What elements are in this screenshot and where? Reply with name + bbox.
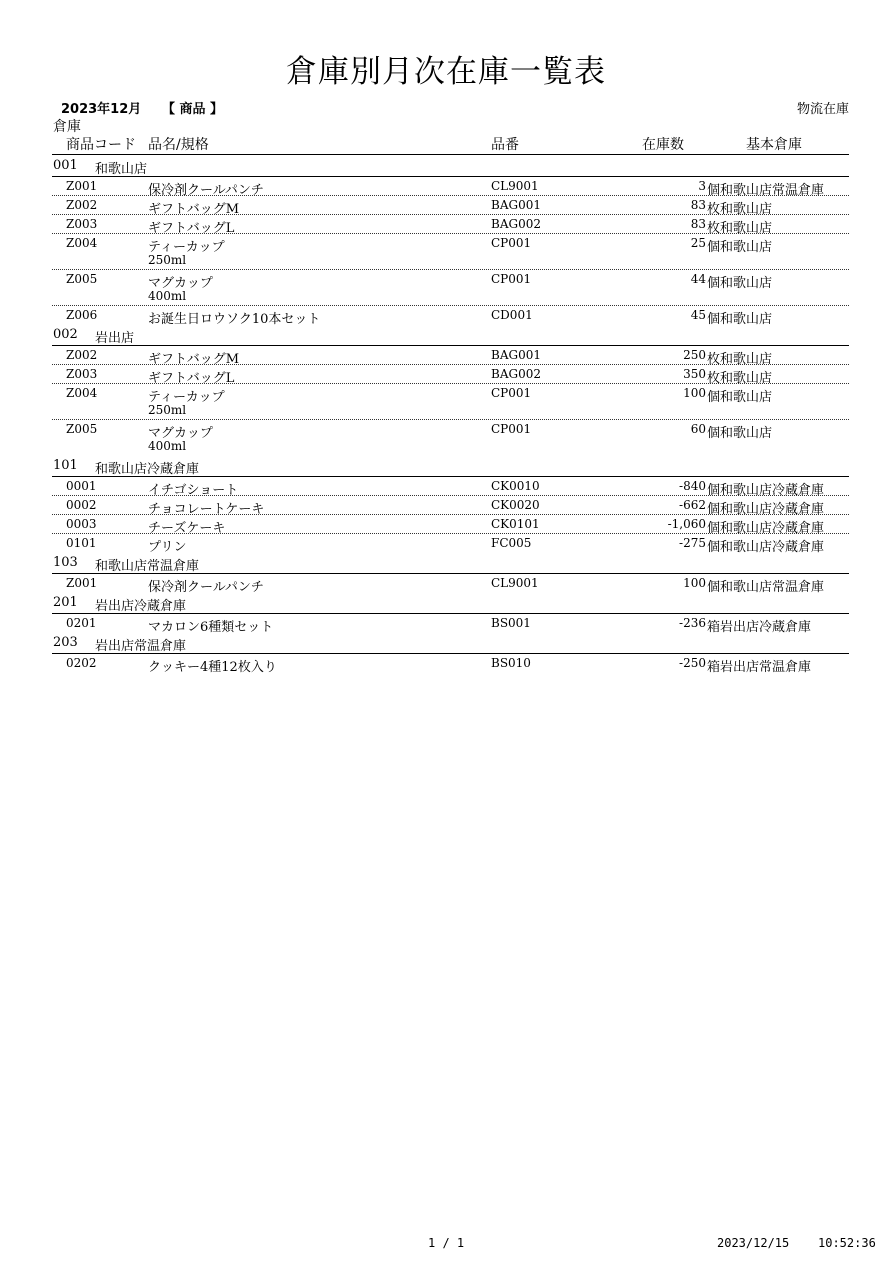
print-date: 2023/12/15 xyxy=(717,1236,790,1250)
table-row xyxy=(52,477,849,496)
col-qty: 在庫数 xyxy=(642,137,684,153)
product-name: ティーカップ xyxy=(148,390,225,405)
warehouse-group xyxy=(52,324,849,455)
warehouse-code: 001 xyxy=(53,158,78,173)
product-name: チーズケーキ xyxy=(148,521,226,536)
period-label: 2023年12月 xyxy=(61,102,142,117)
warehouse-group xyxy=(52,155,849,327)
stock-qty: 60 xyxy=(690,422,706,436)
stock-qty: 44 xyxy=(690,272,706,286)
part-number: CP001 xyxy=(491,236,532,250)
stock-qty: 100 xyxy=(683,576,706,590)
warehouse-group xyxy=(52,455,849,555)
warehouse-code: 201 xyxy=(53,595,78,610)
product-code: 0001 xyxy=(66,479,97,493)
product-code: 0002 xyxy=(66,498,97,512)
product-code: Z003 xyxy=(66,217,98,231)
table-row xyxy=(52,234,849,270)
stock-unit: 個 xyxy=(707,540,721,555)
base-warehouse: 和歌山店冷蔵倉庫 xyxy=(720,483,825,498)
base-warehouse: 和歌山店 xyxy=(720,390,773,405)
stock-unit: 個 xyxy=(707,183,721,198)
product-code: 0202 xyxy=(66,656,97,670)
warehouse-header xyxy=(52,592,849,614)
stock-unit: 個 xyxy=(707,521,721,536)
stock-qty: 25 xyxy=(690,236,706,250)
product-code: Z001 xyxy=(66,576,98,590)
base-warehouse: 和歌山店 xyxy=(720,352,773,367)
category-label: 【 商品 】 xyxy=(162,102,224,117)
stock-unit: 個 xyxy=(707,390,721,405)
col-warehouse: 倉庫 xyxy=(53,119,81,135)
base-warehouse: 和歌山店冷蔵倉庫 xyxy=(720,502,825,517)
product-code: Z006 xyxy=(66,308,98,322)
stock-unit: 個 xyxy=(707,312,721,327)
product-name: ギフトバッグL xyxy=(148,371,235,386)
page-title: 倉庫別月次在庫一覧表 xyxy=(286,54,606,90)
col-name-spec: 品名/規格 xyxy=(148,137,209,153)
product-code: Z002 xyxy=(66,348,98,362)
table-row xyxy=(52,270,849,306)
table-row xyxy=(52,534,849,555)
product-name: 保冷剤クールパンチ xyxy=(148,183,264,198)
col-part-no: 品番 xyxy=(491,137,519,153)
warehouse-name: 和歌山店 xyxy=(95,162,148,177)
table-row xyxy=(52,496,849,515)
base-warehouse: 和歌山店冷蔵倉庫 xyxy=(720,521,825,536)
warehouse-code: 101 xyxy=(53,458,78,473)
table-row xyxy=(52,215,849,234)
product-code: 0101 xyxy=(66,536,97,550)
product-name: クッキー4種12枚入り xyxy=(148,660,277,675)
product-name: ギフトバッグM xyxy=(148,202,240,217)
base-warehouse: 和歌山店 xyxy=(720,276,773,291)
stock-unit: 枚 xyxy=(707,221,721,236)
page-number: 1 / 1 xyxy=(428,1236,465,1250)
stock-unit: 箱 xyxy=(707,660,721,675)
part-number: CL9001 xyxy=(491,576,539,590)
product-name: 保冷剤クールパンチ xyxy=(148,580,264,595)
warehouse-name: 岩出店常温倉庫 xyxy=(95,639,187,654)
warehouse-header xyxy=(52,324,849,346)
product-code: Z004 xyxy=(66,386,98,400)
stock-unit: 個 xyxy=(707,276,721,291)
product-code: Z001 xyxy=(66,179,98,193)
stock-unit: 個 xyxy=(707,426,721,441)
base-warehouse: 和歌山店 xyxy=(720,426,773,441)
print-time: 10:52:36 xyxy=(818,1236,876,1250)
stock-unit: 枚 xyxy=(707,202,721,217)
part-number: BAG002 xyxy=(491,217,541,231)
part-number: CD001 xyxy=(491,308,533,322)
table-row xyxy=(52,196,849,215)
table-row xyxy=(52,346,849,365)
stock-unit: 個 xyxy=(707,502,721,517)
part-number: CK0010 xyxy=(491,479,540,493)
stock-qty: 45 xyxy=(690,308,706,322)
table-row xyxy=(52,306,849,327)
table-row xyxy=(52,177,849,196)
stock-qty: 100 xyxy=(683,386,706,400)
product-code: 0003 xyxy=(66,517,97,531)
table-row xyxy=(52,614,849,635)
stock-qty: -1,060 xyxy=(667,517,706,531)
part-number: CP001 xyxy=(491,422,532,436)
product-name: プリン xyxy=(148,540,187,555)
product-spec: 250ml xyxy=(148,403,187,417)
part-number: BAG002 xyxy=(491,367,541,381)
warehouse-code: 002 xyxy=(53,327,78,342)
stock-unit: 個 xyxy=(707,483,721,498)
table-row xyxy=(52,515,849,534)
table-row xyxy=(52,420,849,455)
part-number: BS001 xyxy=(491,616,531,630)
base-warehouse: 和歌山店 xyxy=(720,221,773,236)
part-number: FC005 xyxy=(491,536,532,550)
product-code: Z003 xyxy=(66,367,98,381)
stock-unit: 個 xyxy=(707,240,721,255)
product-code: Z002 xyxy=(66,198,98,212)
stock-qty: -236 xyxy=(679,616,706,630)
stock-qty: -275 xyxy=(679,536,706,550)
part-number: BS010 xyxy=(491,656,531,670)
warehouse-name: 和歌山店常温倉庫 xyxy=(95,559,200,574)
part-number: BAG001 xyxy=(491,198,541,212)
stock-unit: 個 xyxy=(707,580,721,595)
stock-qty: 83 xyxy=(690,217,706,231)
stock-unit: 枚 xyxy=(707,352,721,367)
table-row xyxy=(52,574,849,595)
product-code: 0201 xyxy=(66,616,97,630)
col-product-code: 商品コード xyxy=(66,137,136,153)
stock-unit: 箱 xyxy=(707,620,721,635)
product-name: マグカップ xyxy=(148,276,213,291)
part-number: CK0101 xyxy=(491,517,540,531)
product-spec: 250ml xyxy=(148,253,187,267)
part-number: CP001 xyxy=(491,386,532,400)
product-name: ギフトバッグM xyxy=(148,352,240,367)
base-warehouse: 和歌山店常温倉庫 xyxy=(720,183,825,198)
stock-type-label: 物流在庫 xyxy=(796,102,849,117)
warehouse-code: 103 xyxy=(53,555,78,570)
base-warehouse: 和歌山店 xyxy=(720,371,773,386)
product-name: ギフトバッグL xyxy=(148,221,235,236)
base-warehouse: 岩出店常温倉庫 xyxy=(720,660,812,675)
warehouse-group xyxy=(52,632,849,675)
product-spec: 400ml xyxy=(148,439,187,453)
stock-qty: 83 xyxy=(690,198,706,212)
part-number: CL9001 xyxy=(491,179,539,193)
stock-qty: -840 xyxy=(679,479,706,493)
warehouse-code: 203 xyxy=(53,635,78,650)
stock-qty: -250 xyxy=(679,656,706,670)
part-number: CK0020 xyxy=(491,498,540,512)
warehouse-groups xyxy=(52,155,849,675)
warehouse-name: 岩出店冷蔵倉庫 xyxy=(95,599,187,614)
product-name: マグカップ xyxy=(148,426,213,441)
inventory-table xyxy=(52,116,849,675)
product-name: イチゴショート xyxy=(148,483,239,498)
product-name: ティーカップ xyxy=(148,240,225,255)
table-row xyxy=(52,384,849,420)
base-warehouse: 和歌山店 xyxy=(720,312,773,327)
warehouse-group xyxy=(52,552,849,595)
stock-qty: 250 xyxy=(683,348,706,362)
product-spec: 400ml xyxy=(148,289,187,303)
product-code: Z005 xyxy=(66,422,98,436)
warehouse-name: 岩出店 xyxy=(95,331,135,346)
product-name: お誕生日ロウソク10本セット xyxy=(148,312,321,327)
warehouse-header xyxy=(52,552,849,574)
base-warehouse: 和歌山店冷蔵倉庫 xyxy=(720,540,825,555)
stock-unit: 枚 xyxy=(707,371,721,386)
base-warehouse: 和歌山店 xyxy=(720,240,773,255)
base-warehouse: 和歌山店常温倉庫 xyxy=(720,580,825,595)
stock-qty: -662 xyxy=(679,498,706,512)
table-row xyxy=(52,365,849,384)
column-header xyxy=(52,116,849,155)
base-warehouse: 和歌山店 xyxy=(720,202,773,217)
part-number: BAG001 xyxy=(491,348,541,362)
product-code: Z005 xyxy=(66,272,98,286)
warehouse-header xyxy=(52,155,849,177)
warehouse-name: 和歌山店冷蔵倉庫 xyxy=(95,462,200,477)
product-name: チョコレートケーキ xyxy=(148,502,265,517)
col-base-warehouse: 基本倉庫 xyxy=(746,137,802,153)
warehouse-group xyxy=(52,592,849,635)
warehouse-header xyxy=(52,632,849,654)
warehouse-header xyxy=(52,455,849,477)
stock-qty: 3 xyxy=(698,179,706,193)
base-warehouse: 岩出店冷蔵倉庫 xyxy=(720,620,812,635)
stock-qty: 350 xyxy=(683,367,706,381)
table-row xyxy=(52,654,849,675)
product-code: Z004 xyxy=(66,236,98,250)
product-name: マカロン6種類セット xyxy=(148,620,274,635)
part-number: CP001 xyxy=(491,272,532,286)
